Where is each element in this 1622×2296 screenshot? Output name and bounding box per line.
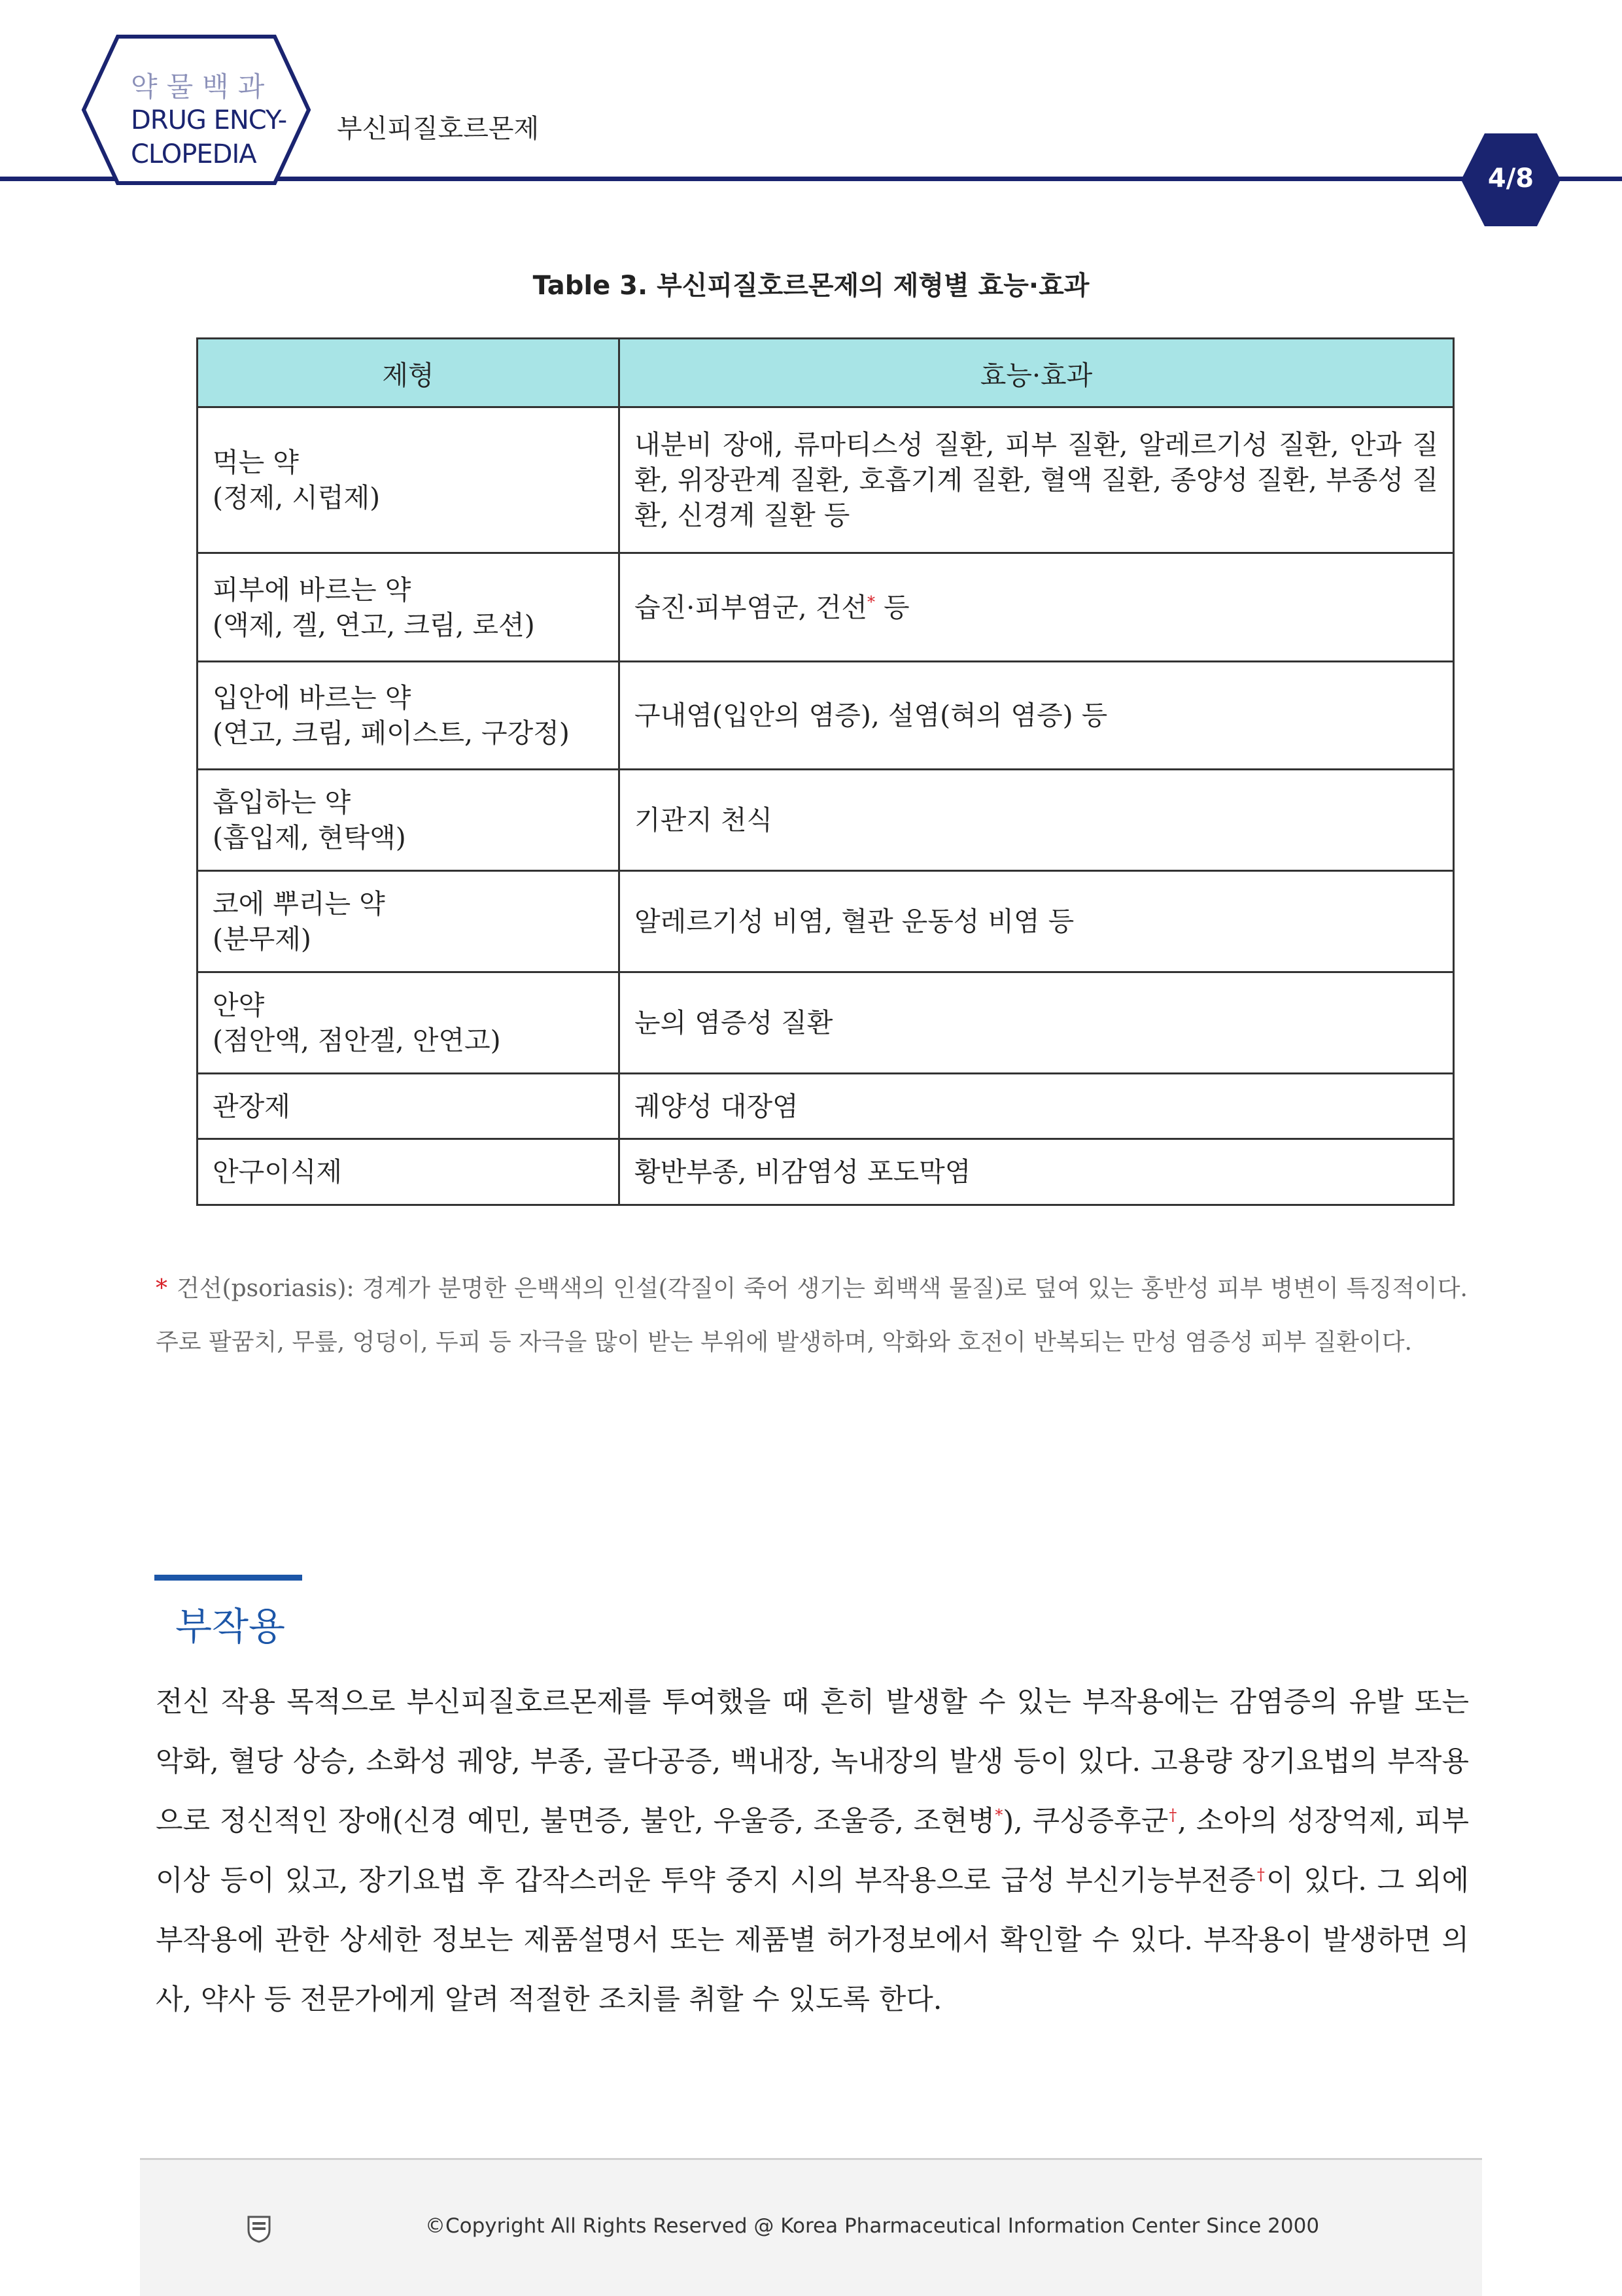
- section-accent-bar: [154, 1575, 302, 1581]
- copyright-text: ©Copyright All Rights Reserved @ Korea Pharmaceutical Information Center Since 2000: [425, 2214, 1320, 2238]
- paragraph-text-4: 이 있다. 그 외에 부작용에 관한 상세한 정보는 제품설명서 또는 제품별 허가정보에서 확인할 수 있다. 부작용이 발생하면 의사, 약사 등 전문가에게 알려 적절한 조치를 취할 수 있도록 한다.: [156, 1864, 1470, 2016]
- effect-text: 습진·피부염군, 건선: [634, 591, 867, 623]
- form-detail: (분무제): [213, 923, 311, 955]
- form-name: 안약: [213, 989, 265, 1021]
- effect-cell: 알레르기성 비염, 혈관 운동성 비염 등: [619, 871, 1454, 972]
- form-name: 입안에 바르는 약: [213, 682, 411, 713]
- form-cell: [198, 662, 619, 770]
- form-detail: (정제, 시럽제): [213, 482, 381, 513]
- header-cell-effect: 효능·효과: [619, 339, 1454, 407]
- header-cell-form: 제형: [198, 339, 619, 407]
- footnote-mark: *: [867, 592, 875, 611]
- table-row: [198, 662, 1454, 770]
- effect-text-end: 등: [874, 591, 910, 623]
- form-name: 먹는 약: [213, 447, 299, 478]
- effect-cell: 황반부종, 비감염성 포도막염: [619, 1139, 1454, 1205]
- form-cell: [198, 770, 619, 871]
- dagger-mark: †: [1168, 1806, 1178, 1825]
- footnote-mark: *: [995, 1806, 1003, 1825]
- section-paragraph: [156, 1673, 1469, 2030]
- form-cell: [198, 407, 619, 553]
- paragraph-text-1: 전신 작용 목적으로 부신피질호르몬제를 투여했을 때 흔히 발생할 수 있는 부작용에는 감염증의 유발 또는 악화, 혈당 상승, 소화성 궤양, 부종, 골다공증, 백내장, 녹내장의 발생 등이 있다. 고용량 장기요법의 부작용으로 정신적인 장애(신경 예민, 불면증, 불안, 우울증, 조울증, 조현병: [156, 1686, 1469, 1838]
- table-row: [198, 770, 1454, 871]
- form-name: 코에 뿌리는 약: [213, 888, 385, 919]
- form-cell: 관장제: [198, 1074, 619, 1139]
- form-cell: [198, 553, 619, 662]
- section-title: 부작용: [175, 1604, 286, 1649]
- footnote-mark: *: [156, 1275, 167, 1302]
- form-cell: [198, 871, 619, 972]
- footnote: [156, 1262, 1468, 1369]
- effect-cell: 궤양성 대장염: [619, 1074, 1454, 1139]
- page-number: 4/8: [1487, 163, 1534, 194]
- form-detail: (흡입제, 현탁액): [213, 822, 406, 853]
- table-row: [198, 407, 1454, 553]
- table-header-row: [198, 339, 1454, 407]
- form-detail: (점안액, 점안겔, 안연고): [213, 1025, 501, 1056]
- logo-english-line1: DRUG ENCY-: [131, 105, 287, 135]
- shield-icon: [246, 2214, 272, 2243]
- logo-english-line2: CLOPEDIA: [131, 139, 256, 169]
- document-title: 부신피질호르몬제: [337, 114, 540, 144]
- paragraph-text-3: , 소아의 성장억제, 피부 이상 등이 있고, 장기요법 후 갑작스러운 투약 중지 시의 부작용으로 급성 부신기능부전증: [156, 1805, 1469, 1897]
- effect-cell: 눈의 염증성 질환: [619, 972, 1454, 1074]
- table-row: [198, 972, 1454, 1074]
- effect-cell: 구내염(입안의 염증), 설염(혀의 염증) 등: [619, 662, 1454, 770]
- dosage-form-table: [196, 337, 1455, 1206]
- logo-english: [131, 103, 286, 171]
- effect-cell: 내분비 장애, 류마티스성 질환, 피부 질환, 알레르기성 질환, 안과 질환, 위장관계 질환, 호흡기계 질환, 혈액 질환, 종양성 질환, 부종성 질환, 신경계 질환 등: [619, 407, 1454, 553]
- form-detail: (연고, 크림, 페이스트, 구강정): [213, 717, 570, 749]
- effect-cell: 기관지 천식: [619, 770, 1454, 871]
- dagger-mark: †: [1255, 1865, 1266, 1884]
- table-row: [198, 1139, 1454, 1205]
- table-row: [198, 871, 1454, 972]
- form-cell: [198, 972, 619, 1074]
- table-row: [198, 1074, 1454, 1139]
- form-name: 흡입하는 약: [213, 787, 351, 818]
- form-name: 피부에 바르는 약: [213, 574, 411, 606]
- footnote-text: 건선(psoriasis): 경계가 분명한 은백색의 인설(각질이 죽어 생기는 회백색 물질)로 덮여 있는 홍반성 피부 병변이 특징적이다. 주로 팔꿈치, 무릎, 엉덩이, 두피 등 자극을 많이 받는 부위에 발생하며, 악화와 호전이 반복되는 만성 염증성 피부 질환이다.: [156, 1275, 1468, 1356]
- logo-korean: 약물백과: [131, 71, 274, 103]
- table-row: [198, 553, 1454, 662]
- table-caption: Table 3. 부신피질호르몬제의 제형별 효능·효과: [532, 271, 1090, 301]
- effect-cell: [619, 553, 1454, 662]
- paragraph-text-2: ), 쿠싱증후군: [1003, 1805, 1169, 1838]
- form-cell: 안구이식제: [198, 1139, 619, 1205]
- form-detail: (액제, 겔, 연고, 크림, 로션): [213, 609, 535, 641]
